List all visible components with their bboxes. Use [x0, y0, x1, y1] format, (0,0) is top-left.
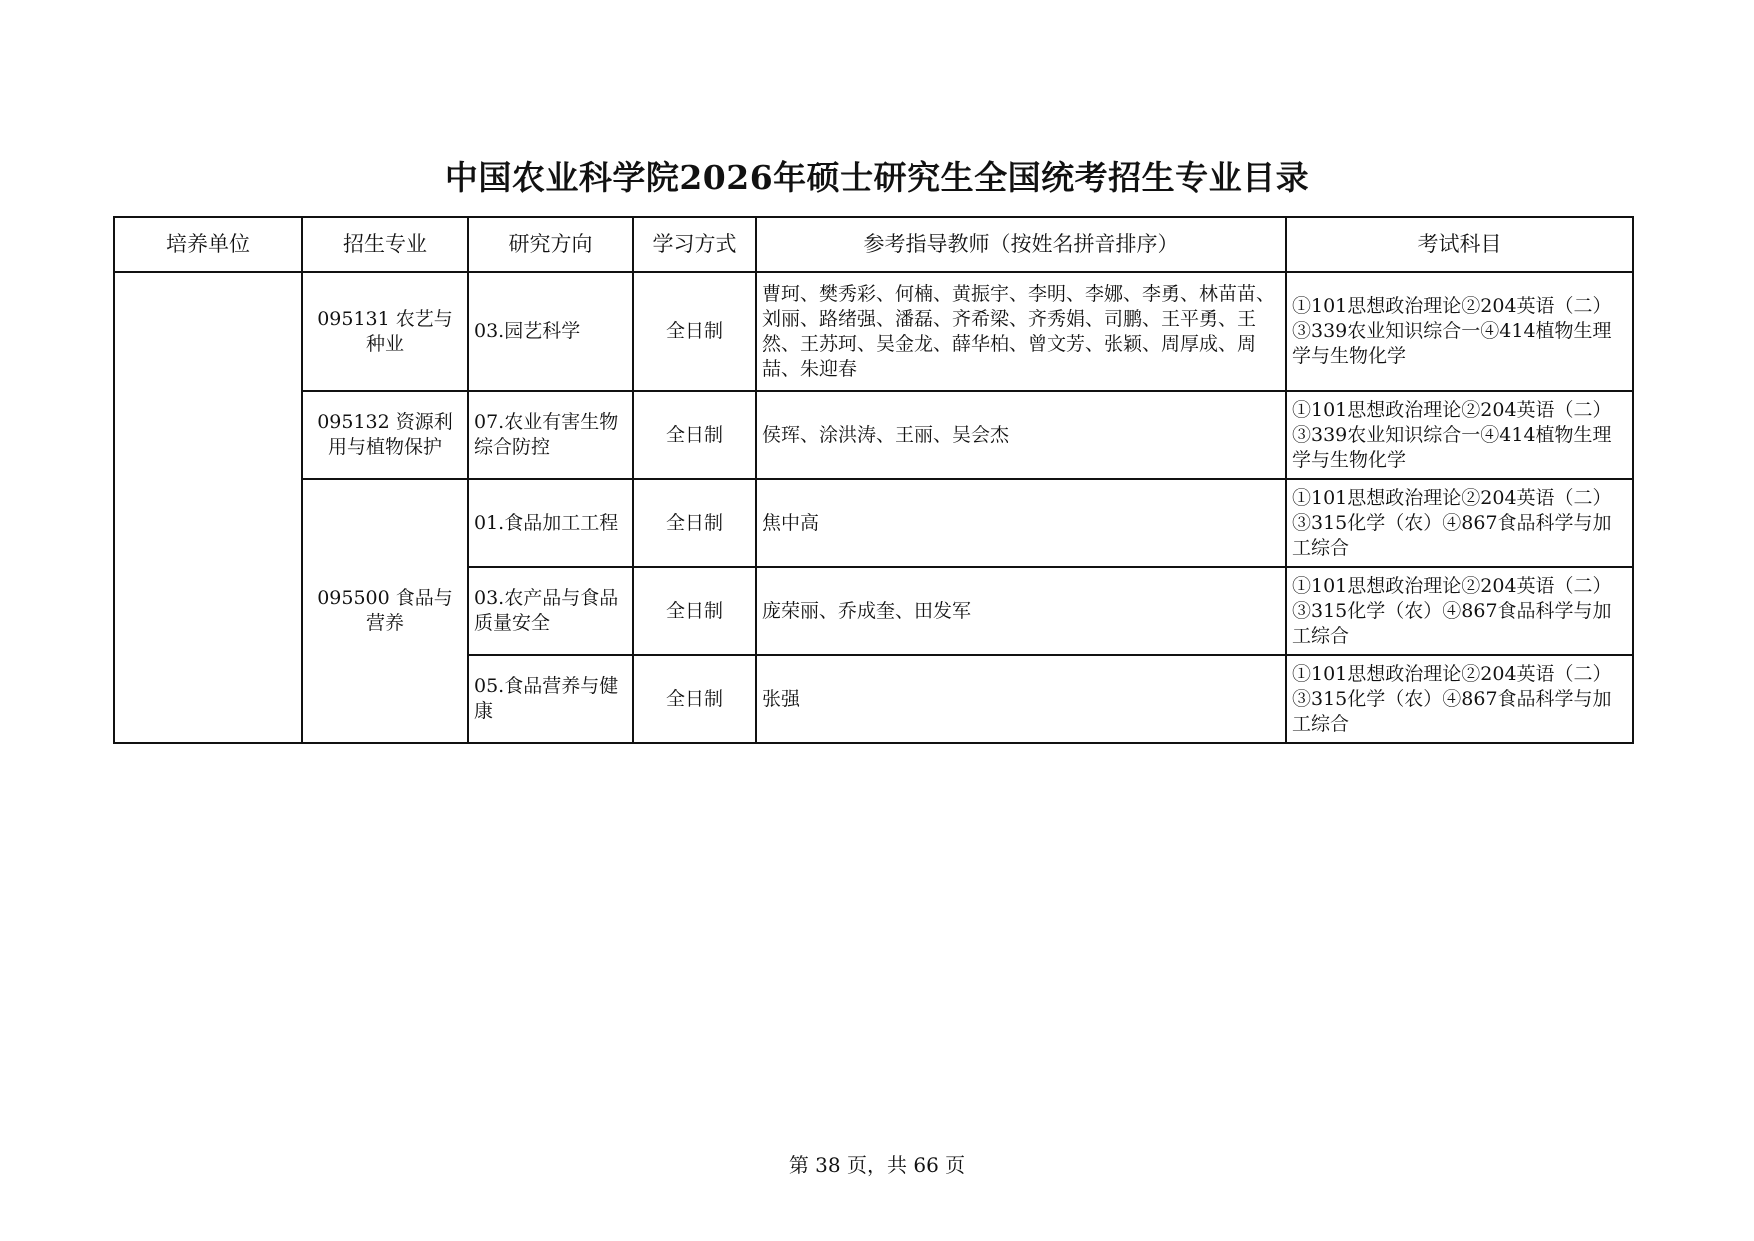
- direction-cell: 03.农产品与食品质量安全: [468, 567, 633, 655]
- exam-cell: ①101思想政治理论②204英语（二）③339农业知识综合一④414植物生理学与生物化学: [1286, 272, 1633, 391]
- advisors-cell: 张强: [756, 655, 1286, 743]
- exam-cell: ①101思想政治理论②204英语（二）③315化学（农）④867食品科学与加工综合: [1286, 479, 1633, 567]
- header-advisors: 参考指导教师（按姓名拼音排序）: [756, 217, 1286, 272]
- page-title: 中国农业科学院2026年硕士研究生全国统考招生专业目录: [444, 158, 1310, 197]
- exam-cell: ①101思想政治理论②204英语（二）③339农业知识综合一④414植物生理学与生物化学: [1286, 391, 1633, 479]
- direction-cell: 05.食品营养与健康: [468, 655, 633, 743]
- mode-cell: 全日制: [633, 655, 756, 743]
- mode-cell: 全日制: [633, 391, 756, 479]
- mode-cell: 全日制: [633, 272, 756, 391]
- major-cell: 095131 农艺与种业: [302, 272, 468, 391]
- exam-cell: ①101思想政治理论②204英语（二）③315化学（农）④867食品科学与加工综合: [1286, 655, 1633, 743]
- major-cell: 095500 食品与营养: [302, 479, 468, 743]
- advisors-cell: 庞荣丽、乔成奎、田发军: [756, 567, 1286, 655]
- header-major: 招生专业: [302, 217, 468, 272]
- table-row: [114, 272, 1633, 391]
- direction-cell: 03.园艺科学: [468, 272, 633, 391]
- exam-cell: ①101思想政治理论②204英语（二）③315化学（农）④867食品科学与加工综合: [1286, 567, 1633, 655]
- table-row: [114, 479, 1633, 567]
- header-mode: 学习方式: [633, 217, 756, 272]
- mode-cell: 全日制: [633, 479, 756, 567]
- direction-cell: 01.食品加工工程: [468, 479, 633, 567]
- page-number: 第 38 页，共 66 页: [788, 1153, 966, 1177]
- header-unit: 培养单位: [114, 217, 302, 272]
- advisors-cell: 焦中高: [756, 479, 1286, 567]
- table-header-row: [114, 217, 1633, 272]
- enrollment-catalog-table: [113, 216, 1634, 744]
- table-row: [114, 391, 1633, 479]
- header-exam: 考试科目: [1286, 217, 1633, 272]
- advisors-cell: 侯珲、涂洪涛、王丽、吴会杰: [756, 391, 1286, 479]
- header-direction: 研究方向: [468, 217, 633, 272]
- major-cell: 095132 资源利用与植物保护: [302, 391, 468, 479]
- advisors-cell: 曹珂、樊秀彩、何楠、黄振宇、李明、李娜、李勇、林苗苗、刘丽、路绪强、潘磊、齐希梁、齐秀娟、司鹏、王平勇、王然、王苏珂、吴金龙、薛华柏、曾文芳、张颖、周厚成、周喆、朱迎春: [756, 272, 1286, 391]
- direction-cell: 07.农业有害生物综合防控: [468, 391, 633, 479]
- unit-cell: [114, 272, 302, 743]
- mode-cell: 全日制: [633, 567, 756, 655]
